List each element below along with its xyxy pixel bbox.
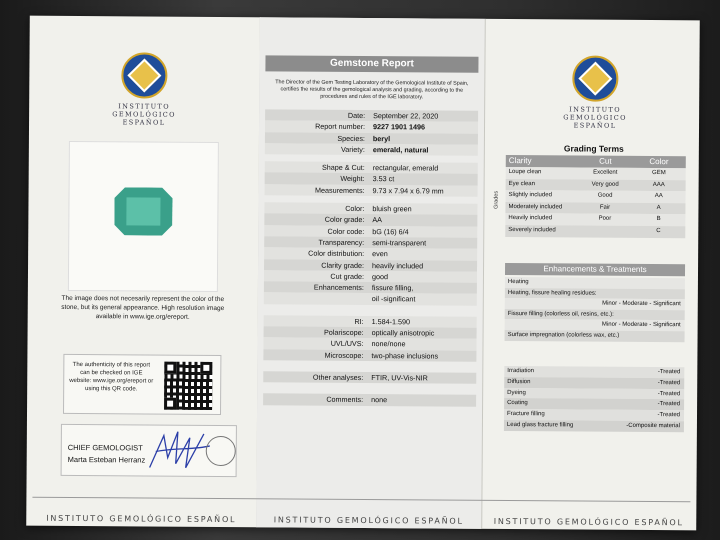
treatment-name: Diffusion — [507, 378, 531, 385]
enhancement-row: Heating — [505, 277, 685, 289]
header-clarity: Clarity — [508, 156, 532, 166]
report-row — [263, 394, 476, 407]
stone-photo — [68, 141, 219, 292]
clarity-cell: Severely included — [508, 226, 556, 234]
enhancements-title: Enhancements & Treatments — [505, 263, 685, 276]
row-value: AA — [372, 215, 382, 225]
handwritten-signature — [146, 427, 212, 473]
institute-name: INSTITUTO GEMOLÓGICO ESPAÑOL — [112, 102, 176, 127]
qr-code-icon[interactable] — [164, 362, 212, 410]
row-value: 1.584-1.590 — [371, 316, 411, 327]
row-value: even — [372, 249, 388, 259]
row-value: bG (16) 6/4 — [372, 226, 409, 236]
treatment-name: Lead glass fracture filling — [506, 421, 574, 429]
row-label: Shape & Cut: — [321, 162, 365, 173]
color-cell: B — [656, 216, 661, 223]
row-value: 9.73 x 7.94 x 6.79 mm — [372, 185, 444, 196]
enhancement-row: Minor - Moderate - Significant — [505, 319, 685, 331]
row-value: beryl — [372, 133, 391, 143]
institute-logo-icon — [572, 55, 618, 101]
row-value: fissure filling, — [371, 283, 414, 293]
signatory-name: Marta Esteban Herranz — [67, 454, 146, 465]
clarity-cell: Heavily included — [508, 215, 553, 222]
row-label: Color grade: — [324, 215, 365, 225]
row-label: Other analyses: — [312, 372, 364, 382]
treatment-status: -Treated — [657, 390, 681, 397]
treatment-status: -Composite material — [626, 422, 680, 430]
row-label: UVL/UVS: — [330, 339, 364, 349]
report-row — [263, 371, 476, 384]
row-value: good — [371, 271, 389, 282]
row-label: Color: — [345, 203, 365, 214]
row-value: FTIR, UV-Vis-NIR — [371, 372, 428, 383]
row-label: Enhancements: — [313, 282, 364, 293]
treatments-list — [504, 366, 684, 432]
color-cell: AAA — [652, 181, 665, 188]
row-value: 3.53 ct — [372, 174, 395, 184]
report-row — [263, 349, 476, 362]
grading-terms-title: Grading Terms — [563, 143, 624, 154]
row-label: Variety: — [340, 144, 365, 154]
cut-cell: Fair — [599, 204, 611, 211]
row-label: Report number: — [315, 121, 366, 132]
middle-panel — [256, 17, 485, 529]
treatment-status: -Treated — [657, 369, 681, 376]
row-label: Color distribution: — [308, 248, 365, 259]
row-label — [264, 293, 368, 305]
institute-name: INSTITUTO GEMOLÓGICO ESPAÑOL — [563, 105, 627, 130]
cut-cell — [578, 225, 632, 237]
row-label: Polariscope: — [323, 327, 364, 338]
authenticity-box — [63, 354, 221, 415]
report-row — [265, 184, 478, 197]
row-label: RI: — [354, 316, 364, 326]
clarity-cell: Slightly included — [508, 192, 552, 199]
header-color: Color — [649, 156, 669, 167]
treatment-status: -Treated — [657, 412, 681, 419]
cut-cell: Good — [597, 192, 613, 199]
signatory-title: CHIEF GEMOLOGIST — [67, 442, 143, 453]
row-value: optically anisotropic — [371, 328, 435, 338]
row-label: Date: — [347, 110, 366, 121]
row-value: heavily included — [372, 260, 424, 270]
row-value: rectangular, emerald — [372, 163, 439, 173]
row-label: Transparency: — [318, 237, 365, 247]
enhancement-row: Minor - Moderate - Significant — [505, 298, 685, 310]
gemstone-report-certificate — [26, 16, 700, 531]
clarity-cell: Loupe clean — [508, 169, 542, 176]
report-row — [264, 293, 477, 306]
row-label: Comments: — [326, 394, 364, 405]
report-row — [265, 143, 478, 156]
row-value: 9227 1901 1496 — [372, 122, 426, 132]
treatment-status: -Treated — [657, 379, 681, 387]
enhancement-row: Surface impregnation (colorless wax, etc.) — [505, 330, 685, 342]
row-value: semi-transparent — [372, 238, 427, 248]
treatment-row — [504, 420, 684, 432]
header-cut: Cut — [599, 156, 612, 166]
emerald-stone-image — [114, 187, 172, 235]
cut-cell: Very good — [591, 181, 619, 188]
row-label: Species: — [337, 133, 365, 143]
image-disclaimer: The image does not necesarily represent the color of the stone, but its general appearance. High resolution image available in www.ige.org/ereport. — [61, 294, 225, 321]
cut-cell: Poor — [598, 216, 612, 223]
row-value: two-phase inclusions — [371, 350, 439, 361]
institute-logo-icon — [121, 52, 167, 98]
color-cell: A — [656, 204, 661, 211]
treatment-name: Coating — [507, 400, 528, 407]
row-label: Color code: — [327, 226, 365, 236]
enhancements-list — [505, 277, 685, 342]
cut-cell: Excellent — [593, 169, 618, 176]
footer-institute-right: INSTITUTO GEMOLÓGICO ESPAÑOL — [493, 516, 684, 528]
footer-institute-left: INSTITUTO GEMOLÓGICO ESPAÑOL — [46, 513, 237, 525]
row-value: oil -significant — [371, 294, 416, 304]
color-cell: C — [656, 228, 661, 235]
row-label: Clarity grade: — [321, 260, 365, 270]
row-label: Measurements: — [315, 185, 365, 195]
signature-box — [61, 424, 237, 477]
row-label: Weight: — [340, 174, 365, 184]
grading-terms-table — [505, 155, 686, 238]
treatment-status: -Treated — [657, 401, 681, 408]
row-label: Microscope: — [324, 350, 364, 360]
grading-row — [505, 225, 685, 238]
report-intro: The Director of the Gem Testing Laboratory of the Gemological Institute of Spain, certifies the results of the gemological analysis and grading, according to the procedures and rules of the IGE laboratory. — [275, 79, 469, 101]
report-details-table — [263, 109, 478, 406]
row-value: September 22, 2020 — [373, 111, 439, 121]
clarity-cell: Eye clean — [508, 180, 536, 187]
treatment-name: Irradiation — [507, 368, 535, 375]
grades-side-label: Grades — [493, 190, 500, 209]
clarity-cell: Moderately included — [508, 203, 563, 211]
right-panel — [481, 19, 700, 530]
treatment-name: Dyeing — [507, 389, 526, 396]
authenticity-text: The authenticity of this report can be checked on IGE website: www.ige.org/ereport or using this QR code. — [69, 361, 154, 393]
row-value: none — [371, 395, 388, 405]
color-cell: GEM — [652, 170, 666, 177]
official-stamp-icon — [206, 436, 236, 466]
color-cell: AA — [654, 193, 663, 200]
enhancement-row: Fissure filling (colorless oil, resins, etc.): — [505, 309, 685, 321]
row-label: Cut grade: — [330, 271, 365, 281]
row-value: none/none — [371, 339, 406, 349]
row-value: bluish green — [372, 204, 412, 214]
report-title: Gemstone Report — [265, 55, 478, 72]
enhancement-row: Heating, fissure healing residues: — [505, 288, 685, 300]
left-panel — [26, 16, 260, 528]
row-value: emerald, natural — [372, 144, 429, 155]
footer-institute-middle: INSTITUTO GEMOLÓGICO ESPAÑOL — [273, 515, 464, 526]
treatment-name: Fracture filling — [506, 411, 545, 418]
